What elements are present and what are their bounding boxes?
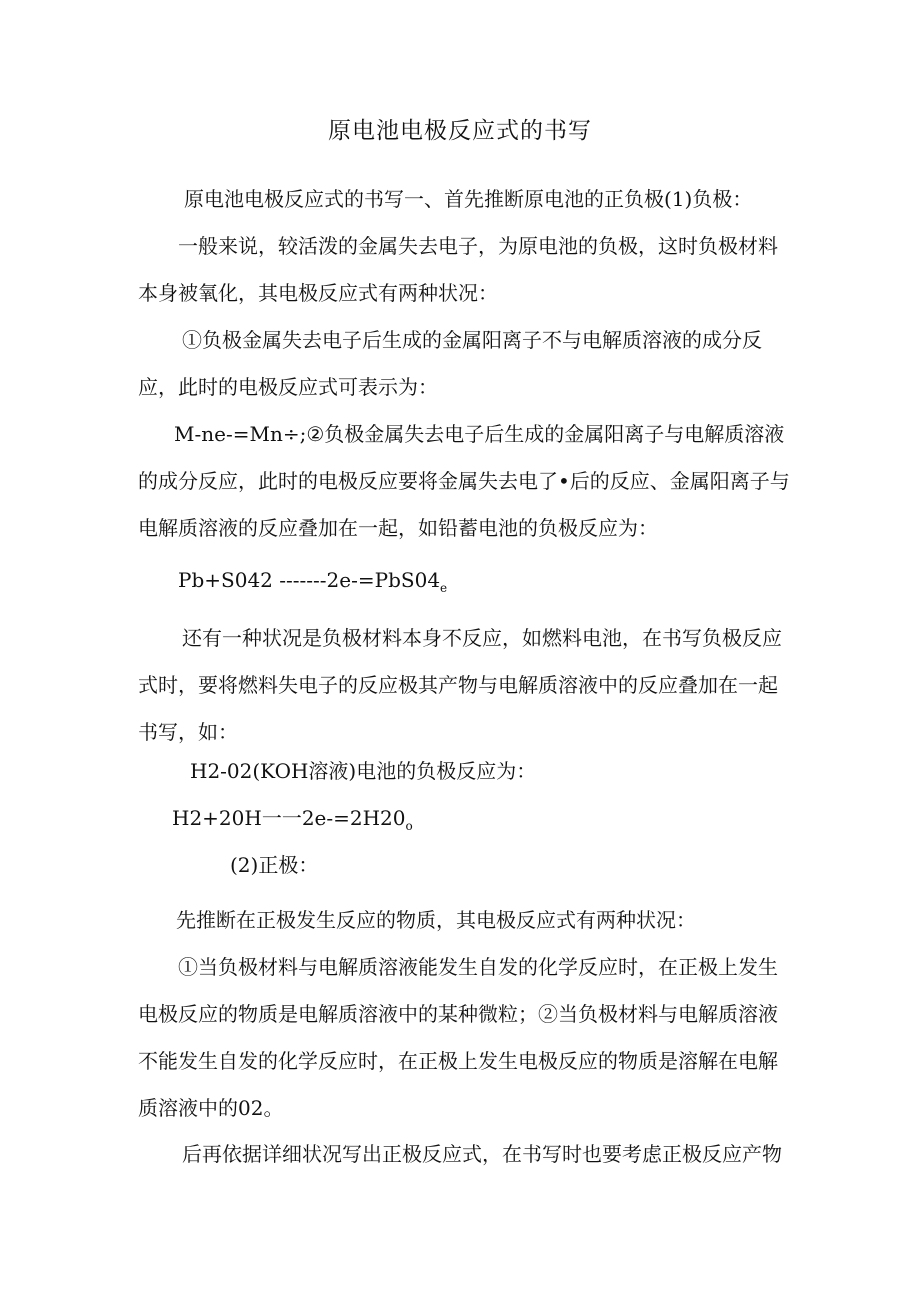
equation-lead-battery-main: Pb+S042 -------2e-=PbS04 bbox=[178, 568, 441, 592]
equation-fuel-cell-sub: o bbox=[405, 819, 413, 833]
positive-electrode-heading: (2)正极： bbox=[230, 853, 319, 877]
paragraph-final: 后再依据详细状况写出正极反应式，在书写时也要考虑正极反应产物 bbox=[182, 1142, 782, 1166]
fuel-cell-heading: H2-02(KOH溶液)电池的负极反应为： bbox=[190, 759, 537, 783]
equation-fuel-cell bbox=[172, 802, 413, 833]
paragraph-negative-electrode: 一般来说，较活泼的金属失去电子，为原电池的负极，这时负极材料本身被氧化，其电极反应式有两种状况： bbox=[138, 234, 778, 305]
paragraph-intro: 原电池电极反应式的书写一、首先推断原电池的正负极(1)负极： bbox=[184, 187, 753, 211]
page-title: 原电池电极反应式的书写 bbox=[328, 118, 592, 144]
paragraph-positive-cases: ①当负极材料与电解质溶液能发生自发的化学反应时，在正极上发生电极反应的物质是电解质溶液中的某种微粒；②当负极材料与电解质溶液不能发生自发的化学反应时，在正极上发生电极反应的物质是溶解在电解质溶液中的02。 bbox=[138, 955, 778, 1120]
equation-fuel-cell-main: H2+20H一一2e-=2H20 bbox=[172, 806, 406, 830]
equation-lead-battery-sub: e bbox=[440, 581, 448, 595]
equation-lead-battery bbox=[178, 568, 447, 595]
paragraph-case-one: ①负极金属失去电子后生成的金属阳离子不与电解质溶液的成分反应，此时的电极反应式可表示为： bbox=[138, 328, 762, 399]
paragraph-fuel-cell: 还有一种状况是负极材料本身不反应，如燃料电池，在书写负极反应式时，要将燃料失电子的反应极其产物与电解质溶液中的反应叠加在一起书写，如： bbox=[138, 626, 782, 744]
paragraph-positive-electrode: 先推断在正极发生反应的物质，其电极反应式有两种状况： bbox=[176, 908, 696, 932]
paragraph-case-two: M-ne-=Mn÷;②负极金属失去电子后生成的金属阳离子与电解质溶液的成分反应，此时的电极反应要将金属失去电了•后的反应、金属阳离子与电解质溶液的反应叠加在一起，如铅蓄电池的负极反应为： bbox=[138, 422, 790, 540]
